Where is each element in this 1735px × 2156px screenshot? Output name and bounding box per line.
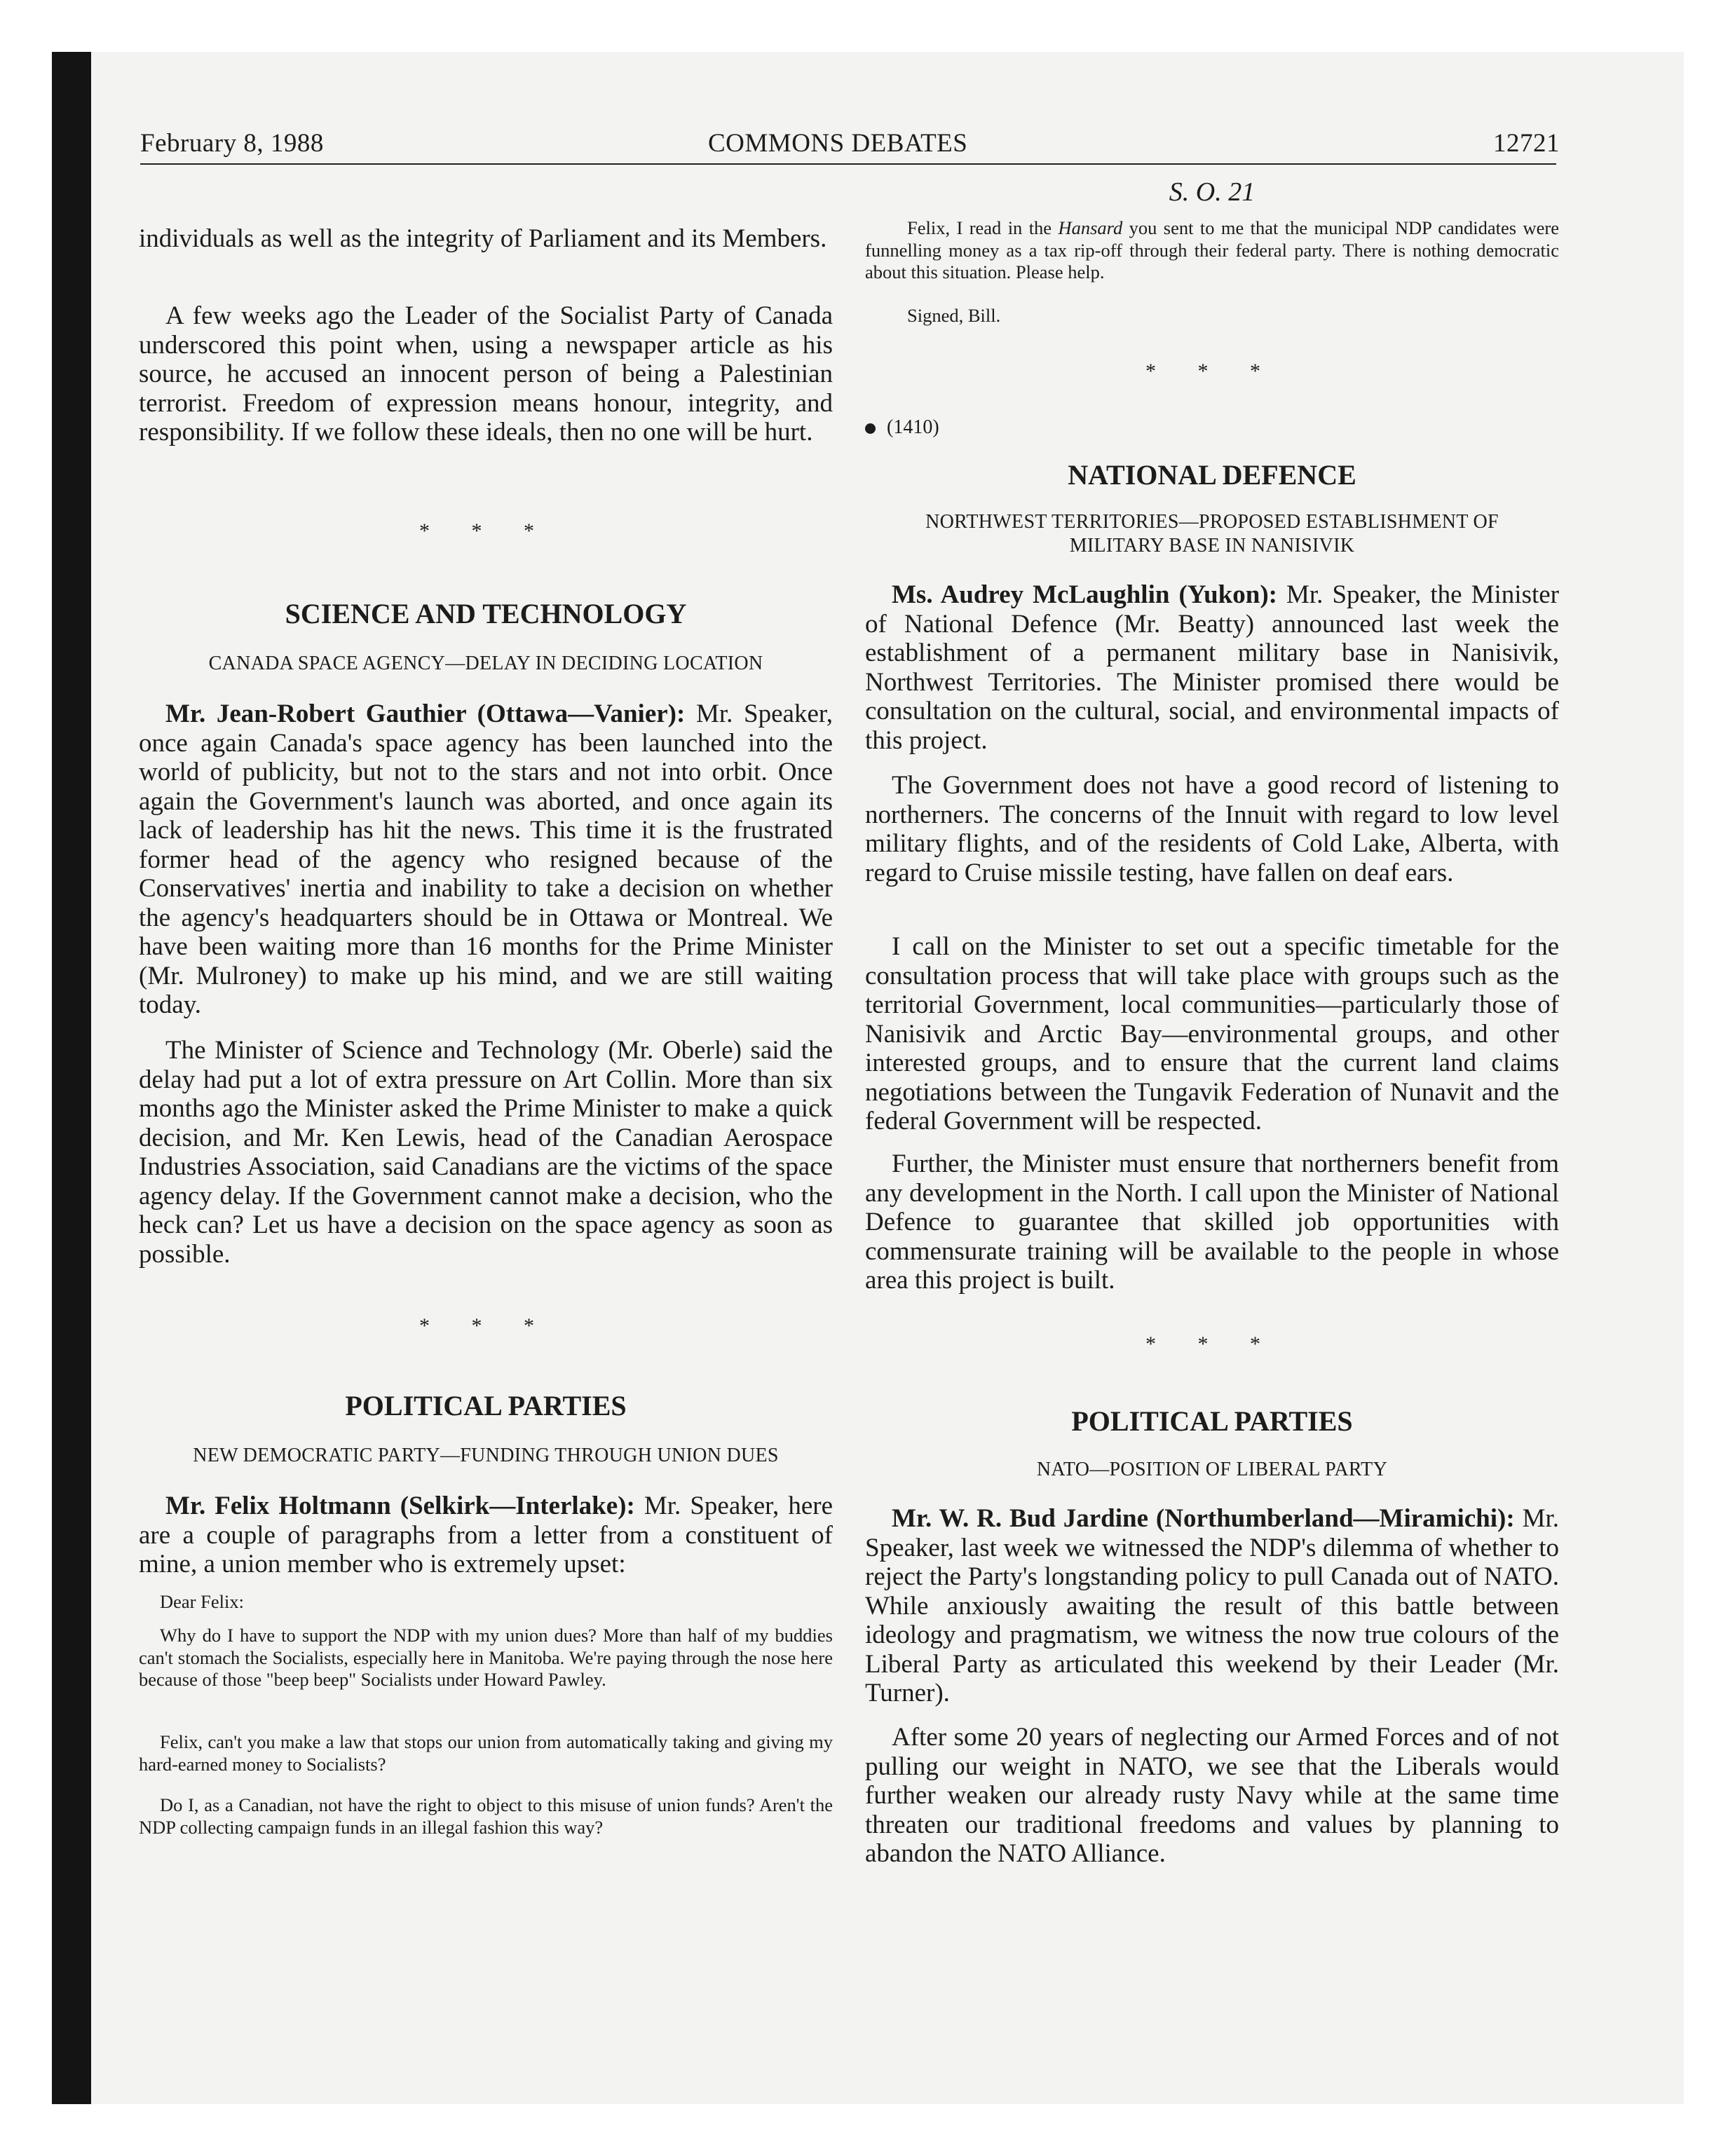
paragraph: individuals as well as the integrity of Parliament and its Members. xyxy=(139,224,827,253)
section-subheading: MILITARY BASE IN NANISIVIK xyxy=(1069,535,1355,557)
letter-paragraph: Why do I have to support the NDP with my union dues? More than half of my buddies can't stomach the Socialists, especially here in Manitoba. We're paying through the nose here because of those "beep beep" Socialists under Howard Pawley. xyxy=(139,1625,833,1690)
letter-paragraph: Do I, as a Canadian, not have the right to object to this misuse of union funds? Aren't the NDP collecting campaign funds in an illegal fashion this way? xyxy=(139,1794,833,1838)
speech-text: Mr. Speaker, last week we witnessed the NDP's dilemma of whether to reject the Party's longstanding policy to pull Canada out of NATO. While anxiously awaiting the result of this battle between ideology and pragmatism, we witness the now true colours of the Liberal Party as articulated this weekend by their Leader (Mr. Turner). xyxy=(865,1504,1560,1707)
section-subheading: CANADA SPACE AGENCY—DELAY IN DECIDING LOCATION xyxy=(208,653,763,674)
speech-text: Mr. Speaker, once again Canada's space agency has been launched into the world of publicity, but not to the stars and not into orbit. Once again the Government's launch was aborted, and once again its lack of leadership has hit the news. This time it is the frustrated former head of the agency who resigned because of the Conservatives' inertia and inability to take a decision on whether the agency's headquarters should be in Ottawa or Montreal. We have been waiting more than 16 months for the Prime Minister (Mr. Mulroney) to make up his mind, and we are still waiting today. xyxy=(139,700,833,1019)
section-separator: * * * xyxy=(1145,1332,1279,1356)
time-marker xyxy=(865,415,1559,440)
speech-paragraph xyxy=(865,1504,1559,1708)
letter-salutation: Dear Felix: xyxy=(160,1591,244,1612)
header-rule xyxy=(140,163,1556,165)
speech-text: Mr. Speaker, the Minister of National Defence (Mr. Beatty) announced last week the establishment of a permanent military base in Nanisivik, Northwest Territories. The Minister promised there would be consultation on the cultural, social, and environmental impacts of this project. xyxy=(865,580,1560,755)
standing-order-label: S. O. 21 xyxy=(1169,177,1256,207)
binding-edge xyxy=(52,52,91,2104)
paragraph: The Minister of Science and Technology (Mr. Oberle) said the delay had put a lot of extra pressure on Art Collin. More than six months ago the Minister asked the Prime Minister to make a quick decision, and Mr. Ken Lewis, head of the Canadian Aerospace Industries Association, said Canadians are the victims of the space agency delay. If the Government cannot make a decision, who the heck can? Let us have a decision on the space agency as soon as possible. xyxy=(139,1036,833,1269)
paragraph: I call on the Minister to set out a specific timetable for the consultation process that will take place with groups such as the territorial Government, local communities—particularly those of Nanisivik and Arctic Bay—environmental groups, and other interested groups, and to ensure that the current land claims negotiations between the Tungavik Federation of Nunavit and the federal Government will be respected. xyxy=(865,932,1559,1135)
time-marker-text: (1410) xyxy=(887,416,939,438)
speech-paragraph xyxy=(139,1492,833,1579)
speech-paragraph xyxy=(139,700,833,1020)
letter-signature: Signed, Bill. xyxy=(907,305,1001,326)
section-heading: POLITICAL PARTIES xyxy=(1071,1405,1353,1437)
section-heading: SCIENCE AND TECHNOLOGY xyxy=(285,598,687,629)
paragraph: After some 20 years of neglecting our Armed Forces and of not pulling our weight in NATO, we see that the Liberals would further weaken our already rusty Navy while at the same time threaten our traditional freedoms and values by planning to abandon the NATO Alliance. xyxy=(865,1723,1559,1868)
section-separator: * * * xyxy=(419,519,552,543)
speech-text: Mr. Speaker, here are a couple of paragraphs from a letter from a constituent of mine, a union member who is extremely upset: xyxy=(139,1492,833,1578)
section-heading: POLITICAL PARTIES xyxy=(345,1390,627,1421)
section-separator: * * * xyxy=(419,1314,552,1337)
speech-paragraph xyxy=(865,580,1559,755)
section-subheading: NEW DEMOCRATIC PARTY—FUNDING THROUGH UNION DUES xyxy=(193,1445,779,1466)
header-date: February 8, 1988 xyxy=(140,129,324,158)
hansard-italic: Hansard xyxy=(1058,217,1123,238)
header-page-number: 12721 xyxy=(1493,129,1560,158)
speaker-name: Mr. W. R. Bud Jardine (Northumberland—Miramichi): xyxy=(892,1504,1515,1533)
section-separator: * * * xyxy=(1145,360,1279,383)
section-subheading: NORTHWEST TERRITORIES—PROPOSED ESTABLISHMENT OF xyxy=(925,511,1499,533)
bullet-icon xyxy=(865,423,876,434)
speaker-name: Ms. Audrey McLaughlin (Yukon): xyxy=(892,580,1277,609)
speaker-name: Mr. Felix Holtmann (Selkirk—Interlake): xyxy=(165,1492,635,1520)
section-subheading: NATO—POSITION OF LIBERAL PARTY xyxy=(1036,1459,1388,1480)
paragraph: The Government does not have a good record of listening to northerners. The concerns of the Innuit with regard to low level military flights, and of the residents of Cold Lake, Alberta, with regard to Cruise missile testing, have fallen on deaf ears. xyxy=(865,771,1559,887)
paragraph: Further, the Minister must ensure that northerners benefit from any development in the North. I call upon the Minister of National Defence to guarantee that skilled job opportunities with commensurate training will be available to the people in whose area this project is built. xyxy=(865,1149,1559,1295)
speaker-name: Mr. Jean-Robert Gauthier (Ottawa—Vanier): xyxy=(165,700,686,728)
paragraph: A few weeks ago the Leader of the Socialist Party of Canada underscored this point when, using a newspaper article as his source, he accused an innocent person of being a Palestinian terrorist. Freedom of expression means honour, integrity, and responsibility. If we follow these ideals, then no one will be hurt. xyxy=(139,301,833,446)
section-heading: NATIONAL DEFENCE xyxy=(1068,459,1356,491)
letter-paragraph: Felix, can't you make a law that stops our union from automatically taking and giving my hard-earned money to Socialists? xyxy=(139,1731,833,1775)
letter-paragraph: Felix, I read in the Hansard you sent to me that the municipal NDP candidates were funnelling money as a tax rip-off through their federal party. There is nothing democratic about this situation. Please help. xyxy=(865,217,1559,282)
header-title: COMMONS DEBATES xyxy=(708,129,968,158)
